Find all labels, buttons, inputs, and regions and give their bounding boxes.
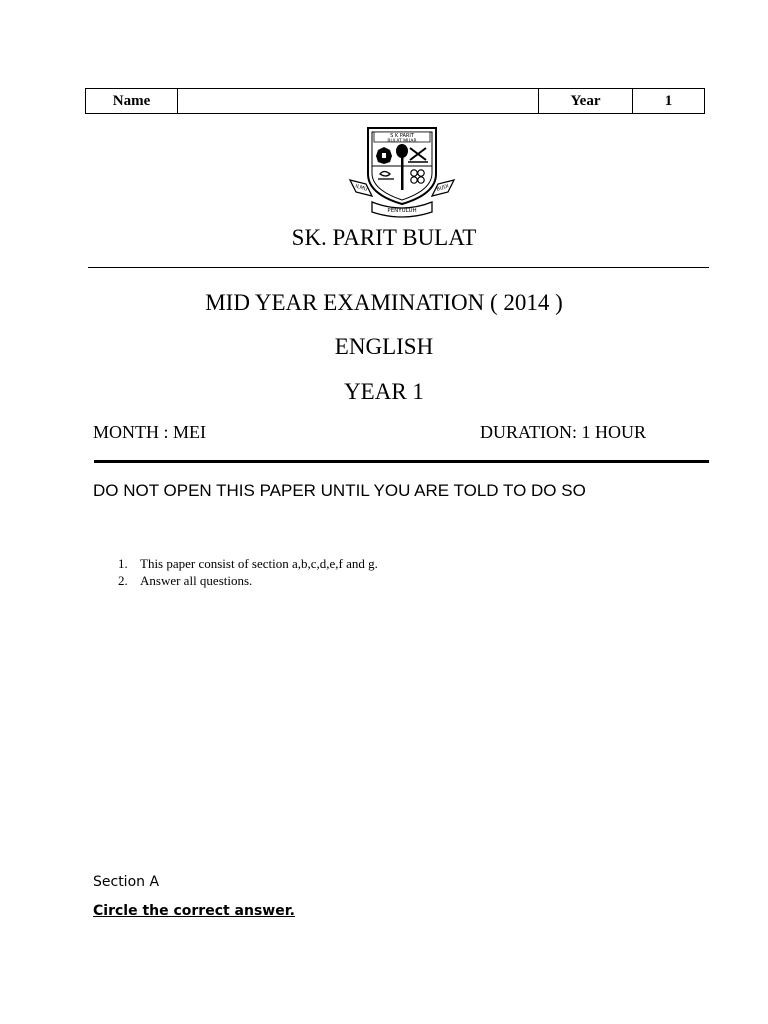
svg-text:BULAT MUAR: BULAT MUAR: [387, 139, 417, 144]
divider-line: [88, 267, 709, 268]
exam-duration: DURATION: 1 HOUR: [480, 422, 646, 442]
exam-month: MONTH : MEI: [93, 422, 206, 442]
svg-text:BUDI: BUDI: [435, 183, 450, 193]
year-value: 1: [633, 89, 705, 114]
svg-text:PENYULUH: PENYULUH: [387, 208, 417, 214]
exam-title: MID YEAR EXAMINATION ( 2014 ): [205, 290, 563, 315]
list-number: 1.: [118, 556, 128, 571]
svg-text:S K PARIT: S K PARIT: [390, 133, 414, 139]
school-crest-logo: [346, 122, 458, 222]
instruction-warning: DO NOT OPEN THIS PAPER UNTIL YOU ARE TOLD TO DO SO: [93, 481, 586, 500]
list-text: Answer all questions.: [140, 573, 253, 588]
list-item: [118, 555, 378, 572]
name-label: Name: [86, 89, 178, 114]
section-label: Section A: [93, 874, 160, 890]
year-label: Year: [539, 89, 633, 114]
thick-divider-line: [94, 460, 709, 463]
svg-text:ILMU: ILMU: [354, 183, 369, 193]
name-field: [178, 89, 539, 114]
candidate-info-table: [85, 88, 705, 114]
year-level: YEAR 1: [344, 379, 424, 404]
subject-title: ENGLISH: [334, 334, 434, 359]
instruction-list: [118, 555, 378, 589]
list-text: This paper consist of section a,b,c,d,e,f and g.: [140, 556, 378, 571]
list-number: 2.: [118, 573, 128, 588]
list-item: [118, 572, 378, 589]
section-instruction: Circle the correct answer.: [93, 903, 295, 919]
school-name: SK. PARIT BULAT: [291, 225, 477, 250]
